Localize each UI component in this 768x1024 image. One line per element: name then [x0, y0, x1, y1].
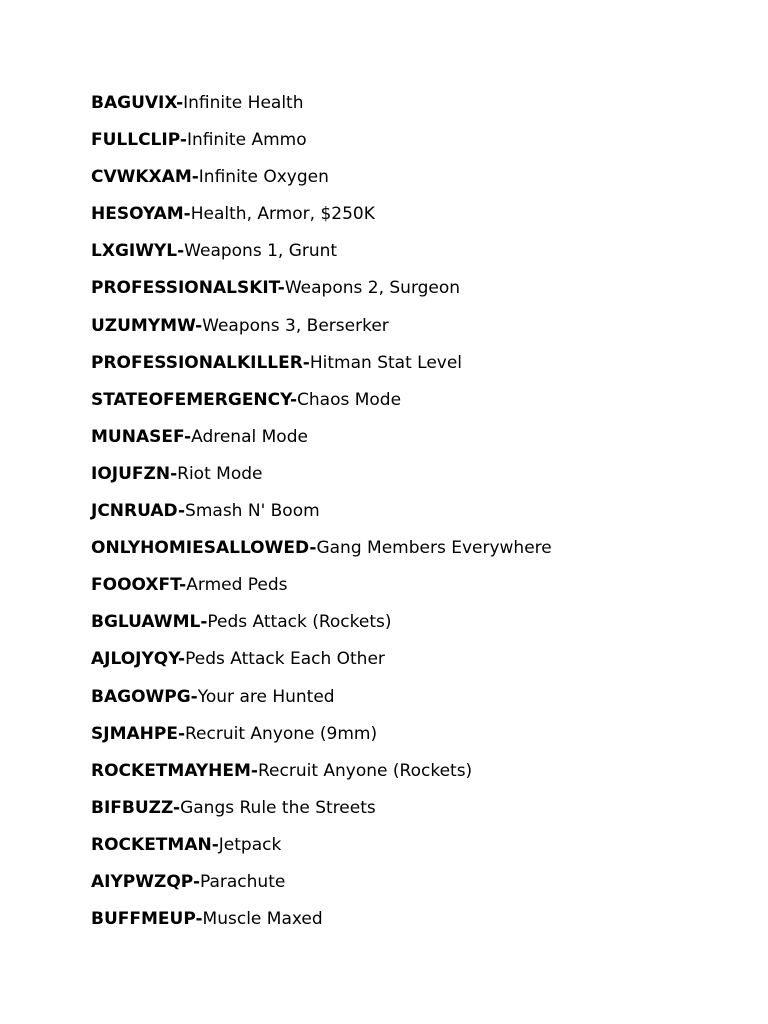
- cheat-code: UZUMYMW-: [91, 315, 203, 336]
- cheat-effect: Recruit Anyone (9mm): [185, 723, 378, 744]
- cheat-code: BUFFMEUP-: [91, 909, 203, 930]
- cheat-effect: Gang Members Everywhere: [316, 538, 552, 559]
- cheat-effect: Infinite Health: [183, 93, 304, 113]
- cheat-row: [91, 573, 751, 610]
- cheat-code: IOJUFZN-: [91, 463, 178, 484]
- cheat-code: SJMAHPE-: [91, 723, 185, 744]
- cheat-code: JCNRUAD-: [91, 501, 186, 522]
- cheat-effect: Smash N' Boom: [185, 501, 320, 522]
- cheat-code: HESOYAM-: [91, 204, 191, 225]
- cheat-effect: Gangs Rule the Streets: [180, 797, 376, 818]
- cheat-effect: Infinite Oxygen: [198, 167, 329, 188]
- cheat-effect: Armed Peds: [186, 575, 288, 596]
- cheat-code: LXGIWYL-: [91, 241, 185, 262]
- cheat-list: [91, 91, 751, 944]
- cheat-code: PROFESSIONALSKIT-: [91, 278, 285, 299]
- cheat-row: [91, 685, 751, 722]
- cheat-row: [91, 462, 751, 499]
- cheat-effect: Weapons 2, Surgeon: [284, 278, 461, 299]
- cheat-row: [91, 425, 751, 462]
- cheat-code: BAGOWPG-: [91, 686, 198, 707]
- cheat-row: [91, 165, 751, 202]
- cheat-row: [91, 239, 751, 276]
- cheat-code: CVWKXAM-: [91, 167, 199, 188]
- cheat-row: [91, 128, 751, 165]
- cheat-code: FULLCLIP-: [91, 130, 187, 151]
- cheat-effect: Hitman Stat Level: [309, 352, 463, 373]
- cheat-row: [91, 388, 751, 425]
- cheat-effect: Peds Attack Each Other: [185, 649, 385, 670]
- document-page: [91, 91, 751, 944]
- cheat-code: FOOOXFT-: [91, 575, 187, 596]
- cheat-code: BGLUAWML-: [91, 612, 208, 633]
- cheat-effect: Weapons 3, Berserker: [202, 315, 389, 336]
- cheat-code: MUNASEF-: [91, 426, 192, 447]
- cheat-code: ONLYHOMIESALLOWED-: [91, 538, 317, 559]
- cheat-code: BAGUVIX-: [91, 93, 184, 113]
- cheat-row: [91, 722, 751, 759]
- cheat-effect: Infinite Ammo: [186, 130, 307, 151]
- cheat-effect: Peds Attack (Rockets): [207, 612, 392, 633]
- cheat-code: ROCKETMAN-: [91, 834, 219, 855]
- cheat-code: STATEOFEMERGENCY-: [91, 389, 298, 410]
- cheat-effect: Chaos Mode: [297, 389, 402, 410]
- cheat-row: [91, 536, 751, 573]
- cheat-row: [91, 314, 751, 351]
- cheat-code: PROFESSIONALKILLER-: [91, 352, 310, 373]
- cheat-row: [91, 276, 751, 313]
- cheat-code: ROCKETMAYHEM-: [91, 760, 258, 781]
- cheat-effect: Jetpack: [218, 834, 282, 855]
- cheat-effect: Parachute: [200, 871, 286, 892]
- cheat-effect: Health, Armor, $250K: [190, 204, 375, 225]
- cheat-row: [91, 202, 751, 239]
- cheat-effect: Muscle Maxed: [202, 909, 323, 930]
- cheat-effect: Adrenal Mode: [191, 426, 308, 447]
- cheat-effect: Recruit Anyone (Rockets): [257, 760, 473, 781]
- cheat-row: [91, 907, 751, 944]
- cheat-row: [91, 610, 751, 647]
- cheat-effect: Riot Mode: [177, 463, 263, 484]
- cheat-effect: Your are Hunted: [197, 686, 335, 707]
- cheat-code: BIFBUZZ-: [91, 797, 181, 818]
- cheat-row: [91, 91, 751, 128]
- cheat-row: [91, 833, 751, 870]
- cheat-row: [91, 796, 751, 833]
- cheat-row: [91, 759, 751, 796]
- cheat-row: [91, 870, 751, 907]
- cheat-code: AIYPWZQP-: [91, 871, 200, 892]
- cheat-row: [91, 647, 751, 684]
- cheat-row: [91, 499, 751, 536]
- cheat-effect: Weapons 1, Grunt: [184, 241, 338, 262]
- cheat-row: [91, 351, 751, 388]
- cheat-code: AJLOJYQY-: [91, 649, 186, 670]
